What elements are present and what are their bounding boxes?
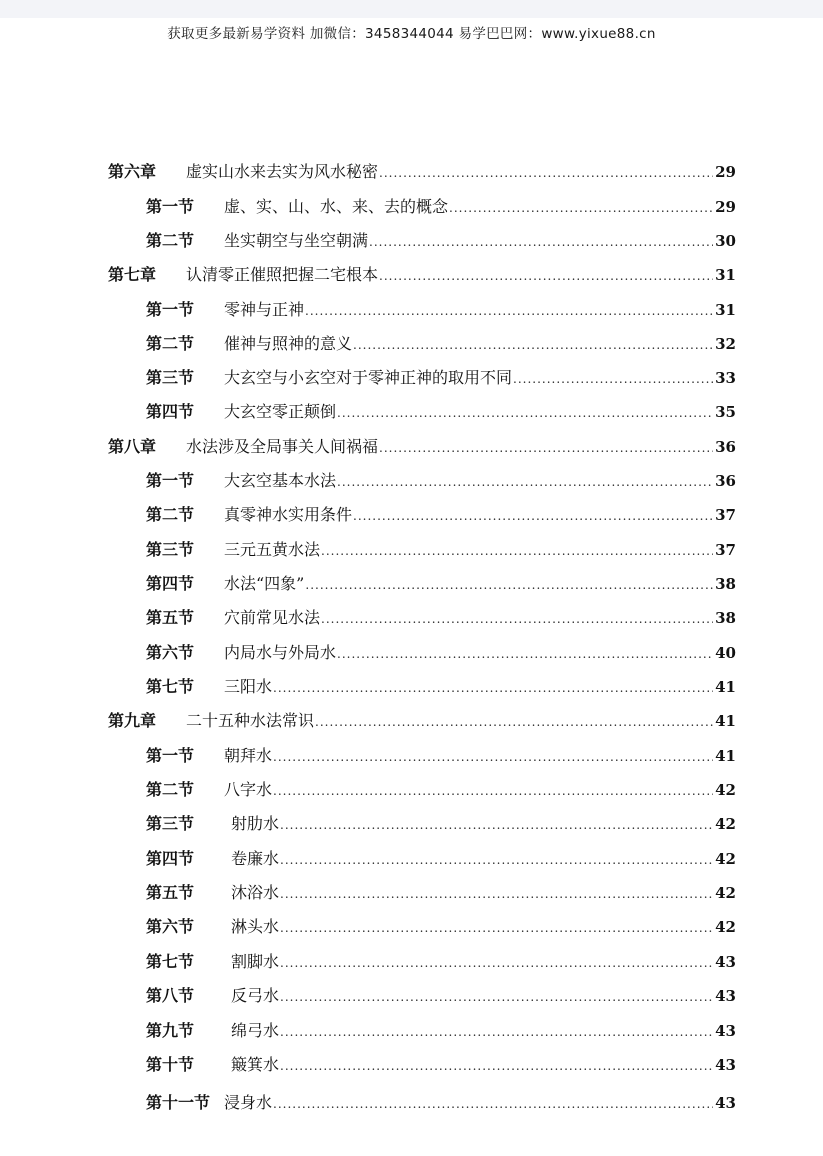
toc-leader-dots <box>280 1055 713 1077</box>
toc-title: 零神与正神 <box>224 300 305 319</box>
toc-label: 第九章 <box>108 711 157 730</box>
toc-leader-dots <box>513 368 713 390</box>
toc-page-number: 41 <box>715 747 736 765</box>
toc-title: 坐实朝空与坐空朝满 <box>224 231 369 250</box>
toc-section-row[interactable] <box>146 813 736 835</box>
toc-page-number: 43 <box>715 987 736 1005</box>
toc-title: 认清零正催照把握二宅根本 <box>186 265 379 284</box>
toc-section-row[interactable] <box>146 299 736 321</box>
toc-section-row[interactable] <box>146 367 736 389</box>
viewer-top-band <box>0 0 823 18</box>
toc-title: 割脚水 <box>231 952 280 971</box>
toc-title: 穴前常见水法 <box>224 608 321 627</box>
toc-page-number: 42 <box>715 781 736 799</box>
toc-page-number: 41 <box>715 678 736 696</box>
toc-title: 沐浴水 <box>231 883 280 902</box>
toc-page-number: 35 <box>715 403 736 421</box>
toc-label: 第四节 <box>146 402 195 421</box>
toc-leader-dots <box>273 780 713 802</box>
toc-section-row[interactable] <box>146 470 736 492</box>
toc-section-row[interactable] <box>146 951 736 973</box>
toc-title: 三阳水 <box>224 677 273 696</box>
toc-title: 真零神水实用条件 <box>224 505 353 524</box>
toc-title: 卷廉水 <box>231 849 280 868</box>
toc-chapter-row[interactable] <box>108 710 736 732</box>
toc-title: 绵弓水 <box>231 1021 280 1040</box>
toc-leader-dots <box>353 505 713 527</box>
toc-page-number: 36 <box>715 438 736 456</box>
toc-section-row[interactable] <box>146 676 736 698</box>
toc-label: 第一节 <box>146 300 195 319</box>
toc-page-number: 38 <box>715 609 736 627</box>
toc-title: 射肋水 <box>231 814 280 833</box>
toc-label: 第七章 <box>108 265 157 284</box>
toc-page-number: 40 <box>715 644 736 662</box>
toc-chapter-row[interactable] <box>108 264 736 286</box>
toc-leader-dots <box>273 1093 713 1115</box>
toc-page-number: 42 <box>715 815 736 833</box>
toc-section-row[interactable] <box>146 401 736 423</box>
toc-label: 第三节 <box>146 814 195 833</box>
toc-section-row[interactable] <box>146 848 736 870</box>
toc-label: 第四节 <box>146 574 195 593</box>
toc-leader-dots <box>273 746 713 768</box>
toc-page-number: 37 <box>715 506 736 524</box>
toc-page-number: 31 <box>715 266 736 284</box>
toc-section-row[interactable] <box>146 779 736 801</box>
toc-page-number: 36 <box>715 472 736 490</box>
toc-label: 第三节 <box>146 368 195 387</box>
toc-title: 二十五种水法常识 <box>186 711 315 730</box>
toc-page-number: 37 <box>715 541 736 559</box>
toc-leader-dots <box>280 1021 713 1043</box>
toc-section-row[interactable] <box>146 607 736 629</box>
page-header-text: 获取更多最新易学资料 加微信：3458344044 易学巴巴网：www.yixue88.cn <box>167 26 656 42</box>
toc-page-number: 31 <box>715 301 736 319</box>
toc-leader-dots <box>305 300 713 322</box>
toc-label: 第二节 <box>146 334 195 353</box>
toc-leader-dots <box>369 231 713 253</box>
toc-page-number: 32 <box>715 335 736 353</box>
toc-label: 第六节 <box>146 917 195 936</box>
toc-label: 第八节 <box>146 986 195 1005</box>
toc-leader-dots <box>379 162 713 184</box>
toc-section-row[interactable] <box>146 882 736 904</box>
toc-label: 第六章 <box>108 162 157 181</box>
toc-title: 大玄空基本水法 <box>224 471 337 490</box>
toc-label: 第二节 <box>146 780 195 799</box>
toc-page-number: 42 <box>715 850 736 868</box>
toc-page-number: 41 <box>715 712 736 730</box>
toc-label: 第三节 <box>146 540 195 559</box>
toc-leader-dots <box>449 197 713 219</box>
toc-section-row[interactable] <box>146 230 736 252</box>
toc-page-number: 29 <box>715 163 736 181</box>
toc-label: 第四节 <box>146 849 195 868</box>
toc-title: 八字水 <box>224 780 273 799</box>
toc-label: 第一节 <box>146 471 195 490</box>
toc-leader-dots <box>280 986 713 1008</box>
toc-label: 第七节 <box>146 952 195 971</box>
toc-leader-dots <box>305 574 713 596</box>
toc-label: 第十节 <box>146 1055 195 1074</box>
toc-page-number: 42 <box>715 884 736 902</box>
toc-leader-dots <box>337 471 713 493</box>
toc-leader-dots <box>280 917 713 939</box>
toc-title: 催神与照神的意义 <box>224 334 353 353</box>
toc-leader-dots <box>337 402 713 424</box>
toc-title: 簸箕水 <box>231 1055 280 1074</box>
toc-leader-dots <box>315 711 713 733</box>
toc-label: 第二节 <box>146 231 195 250</box>
toc-section-row[interactable] <box>146 504 736 526</box>
toc-page-number: 43 <box>715 1022 736 1040</box>
toc-title: 朝拜水 <box>224 746 273 765</box>
toc-leader-dots <box>280 883 713 905</box>
toc-label: 第二节 <box>146 505 195 524</box>
toc-section-row[interactable] <box>146 1092 736 1114</box>
toc-leader-dots <box>379 437 713 459</box>
toc-title: 反弓水 <box>231 986 280 1005</box>
toc-section-row[interactable] <box>146 539 736 561</box>
toc-page-number: 42 <box>715 918 736 936</box>
toc-section-row[interactable] <box>146 196 736 218</box>
toc-label: 第一节 <box>146 746 195 765</box>
toc-title: 水法“四象” <box>224 574 305 593</box>
toc-chapter-row[interactable] <box>108 161 736 183</box>
toc-section-row[interactable] <box>146 642 736 664</box>
toc-title: 水法涉及全局事关人间祸福 <box>186 437 379 456</box>
toc-leader-dots <box>337 643 713 665</box>
toc-leader-dots <box>280 952 713 974</box>
toc-page-number: 30 <box>715 232 736 250</box>
toc-section-row[interactable] <box>146 745 736 767</box>
toc-label: 第五节 <box>146 883 195 902</box>
toc-section-row[interactable] <box>146 1054 736 1076</box>
toc-leader-dots <box>321 608 713 630</box>
toc-title: 淋头水 <box>231 917 280 936</box>
toc-section-row[interactable] <box>146 573 736 595</box>
toc-page-number: 33 <box>715 369 736 387</box>
toc-title: 浸身水 <box>224 1093 273 1112</box>
toc-leader-dots <box>379 265 713 287</box>
toc-title: 三元五黄水法 <box>224 540 321 559</box>
toc-page-number: 29 <box>715 198 736 216</box>
toc-label: 第五节 <box>146 608 195 627</box>
toc-section-row[interactable] <box>146 333 736 355</box>
toc-chapter-row[interactable] <box>108 436 736 458</box>
toc-title: 内局水与外局水 <box>224 643 337 662</box>
toc-title: 大玄空零正颠倒 <box>224 402 337 421</box>
toc-label: 第一节 <box>146 197 195 216</box>
toc-title: 大玄空与小玄空对于零神正神的取用不同 <box>224 368 513 387</box>
toc-leader-dots <box>273 677 713 699</box>
toc-section-row[interactable] <box>146 916 736 938</box>
toc-section-row[interactable] <box>146 1020 736 1042</box>
toc-leader-dots <box>353 334 713 356</box>
toc-leader-dots <box>280 849 713 871</box>
toc-label: 第十一节 <box>146 1093 211 1112</box>
toc-leader-dots <box>321 540 713 562</box>
toc-section-row[interactable] <box>146 985 736 1007</box>
toc-page-number: 43 <box>715 1056 736 1074</box>
toc-page-number: 38 <box>715 575 736 593</box>
toc-title: 虚、实、山、水、来、去的概念 <box>224 197 449 216</box>
toc-title: 虚实山水来去实为风水秘密 <box>186 162 379 181</box>
toc-label: 第八章 <box>108 437 157 456</box>
toc-leader-dots <box>280 814 713 836</box>
toc-page-number: 43 <box>715 953 736 971</box>
toc-label: 第九节 <box>146 1021 195 1040</box>
toc-label: 第六节 <box>146 643 195 662</box>
toc-label: 第七节 <box>146 677 195 696</box>
toc-page-number: 43 <box>715 1094 736 1112</box>
